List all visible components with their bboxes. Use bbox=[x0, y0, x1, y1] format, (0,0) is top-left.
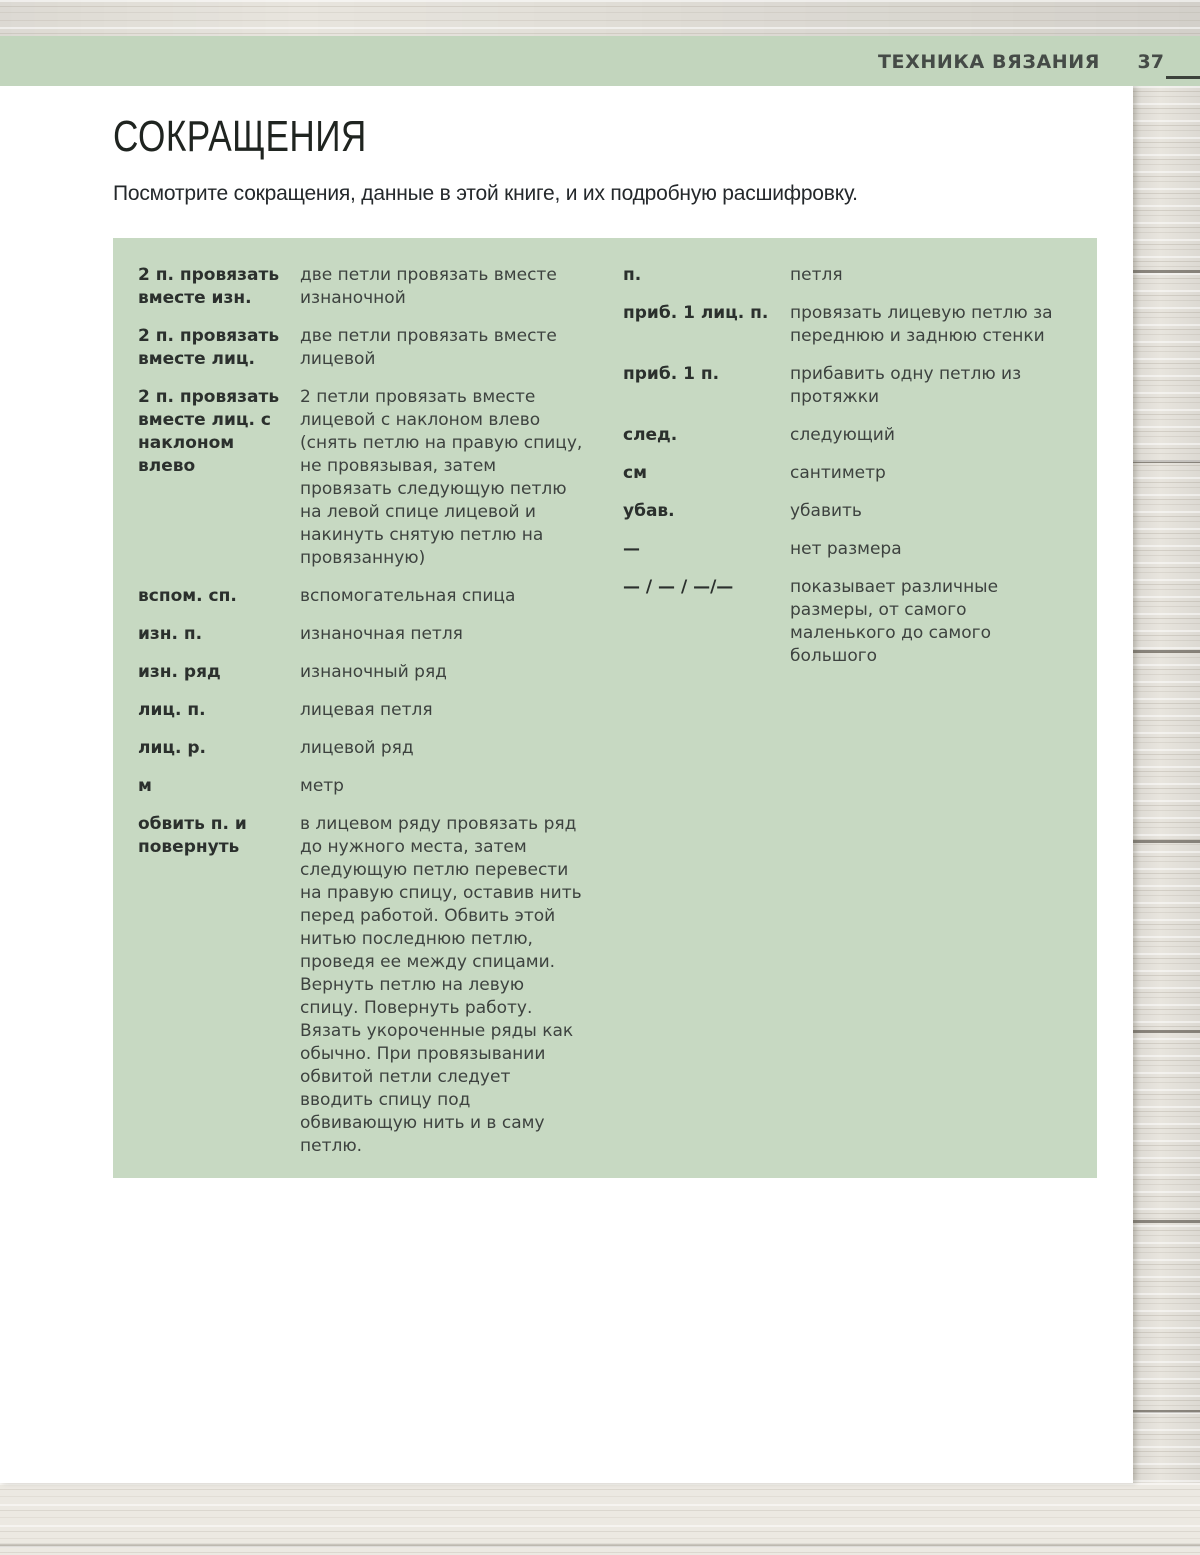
glossary-entry bbox=[138, 386, 585, 570]
term-label: изн. ряд bbox=[138, 662, 221, 682]
glossary-entry bbox=[138, 699, 585, 722]
glossary-entry bbox=[623, 462, 1072, 485]
term-label: м bbox=[138, 776, 152, 796]
term-label: изн. п. bbox=[138, 624, 203, 644]
term-definition: в лицевом ряду провязать ряд до нужного места, затем следующую петлю перевести на правую спицу, оставив нить перед работой. Обвить этой нитью последнюю петлю, проведя ее между спицами. Вернуть петлю на левую спицу. Повернуть работу. Вязать укороченные ряды как обычно. При провязывании обвитой петли следует вводить спицу под обвивающую нить и в саму петлю. bbox=[300, 814, 582, 1156]
glossary-entry bbox=[138, 623, 585, 646]
glossary-entry bbox=[623, 576, 1072, 668]
term-label: см bbox=[623, 463, 647, 483]
glossary-box bbox=[113, 238, 1097, 1178]
glossary-column-left bbox=[138, 264, 585, 1158]
glossary-entry bbox=[623, 538, 1072, 561]
page-title: СОКРАЩЕНИЯ bbox=[113, 112, 367, 161]
term-label: — / — / —/— bbox=[623, 577, 734, 597]
glossary-column-right bbox=[623, 264, 1072, 668]
term-definition: показывает различные размеры, от самого маленького до самого большого bbox=[790, 577, 999, 666]
term-definition: метр bbox=[300, 776, 344, 796]
term-definition: две петли провязать вместе изнаночной bbox=[300, 265, 557, 308]
page-number: 37 bbox=[1137, 51, 1164, 73]
term-label: приб. 1 п. bbox=[623, 364, 720, 384]
section-title: ТЕХНИКА ВЯЗАНИЯ bbox=[878, 51, 1100, 73]
glossary-entry bbox=[138, 585, 585, 608]
glossary-entry bbox=[138, 775, 585, 798]
term-definition: изнаночный ряд bbox=[300, 662, 447, 682]
term-definition: прибавить одну петлю из протяжки bbox=[790, 364, 1022, 407]
page-number-underline bbox=[1166, 76, 1200, 79]
term-definition: лицевая петля bbox=[300, 700, 433, 720]
term-definition: 2 петли провязать вместе лицевой с наклоном влево (снять петлю на правую спицу, не провязывая, затем провязать следующую петлю на левой спице лицевой и накинуть снятую петлю на провязанную) bbox=[300, 387, 583, 568]
wood-border-bottom bbox=[0, 1483, 1200, 1555]
header-band bbox=[0, 36, 1200, 86]
glossary-entry bbox=[138, 325, 585, 371]
glossary-entry bbox=[138, 737, 585, 760]
glossary-entry bbox=[138, 813, 585, 1158]
term-label: приб. 1 лиц. п. bbox=[623, 303, 769, 323]
term-definition: петля bbox=[790, 265, 843, 285]
glossary-entry bbox=[623, 424, 1072, 447]
wood-border-top bbox=[0, 0, 1200, 37]
term-label: 2 п. провязать вместе лиц. bbox=[138, 326, 280, 369]
term-label: обвить п. и повернуть bbox=[138, 814, 247, 857]
term-label: п. bbox=[623, 265, 642, 285]
term-label: вспом. сп. bbox=[138, 586, 237, 606]
term-label: лиц. р. bbox=[138, 738, 206, 758]
term-label: лиц. п. bbox=[138, 700, 206, 720]
term-definition: провязать лицевую петлю за переднюю и заднюю стенки bbox=[790, 303, 1053, 346]
term-definition: следующий bbox=[790, 425, 895, 445]
term-definition: убавить bbox=[790, 501, 862, 521]
term-label: 2 п. провязать вместе изн. bbox=[138, 265, 280, 308]
glossary-entry bbox=[623, 500, 1072, 523]
wood-border-right bbox=[1133, 86, 1200, 1555]
term-label: убав. bbox=[623, 501, 675, 521]
glossary-entry bbox=[623, 363, 1072, 409]
term-label: — bbox=[623, 539, 640, 559]
term-label: 2 п. провязать вместе лиц. с наклоном влево bbox=[138, 387, 280, 476]
term-definition: вспомогательная спица bbox=[300, 586, 516, 606]
glossary-entry bbox=[623, 264, 1072, 287]
term-definition: лицевой ряд bbox=[300, 738, 414, 758]
term-definition: изнаночная петля bbox=[300, 624, 463, 644]
term-definition: две петли провязать вместе лицевой bbox=[300, 326, 557, 369]
term-definition: сантиметр bbox=[790, 463, 886, 483]
term-definition: нет размера bbox=[790, 539, 902, 559]
glossary-entry bbox=[138, 264, 585, 310]
intro-text: Посмотрите сокращения, данные в этой книге, и их подробную расшифровку. bbox=[113, 182, 858, 205]
glossary-entry bbox=[623, 302, 1072, 348]
glossary-entry bbox=[138, 661, 585, 684]
term-label: след. bbox=[623, 425, 678, 445]
